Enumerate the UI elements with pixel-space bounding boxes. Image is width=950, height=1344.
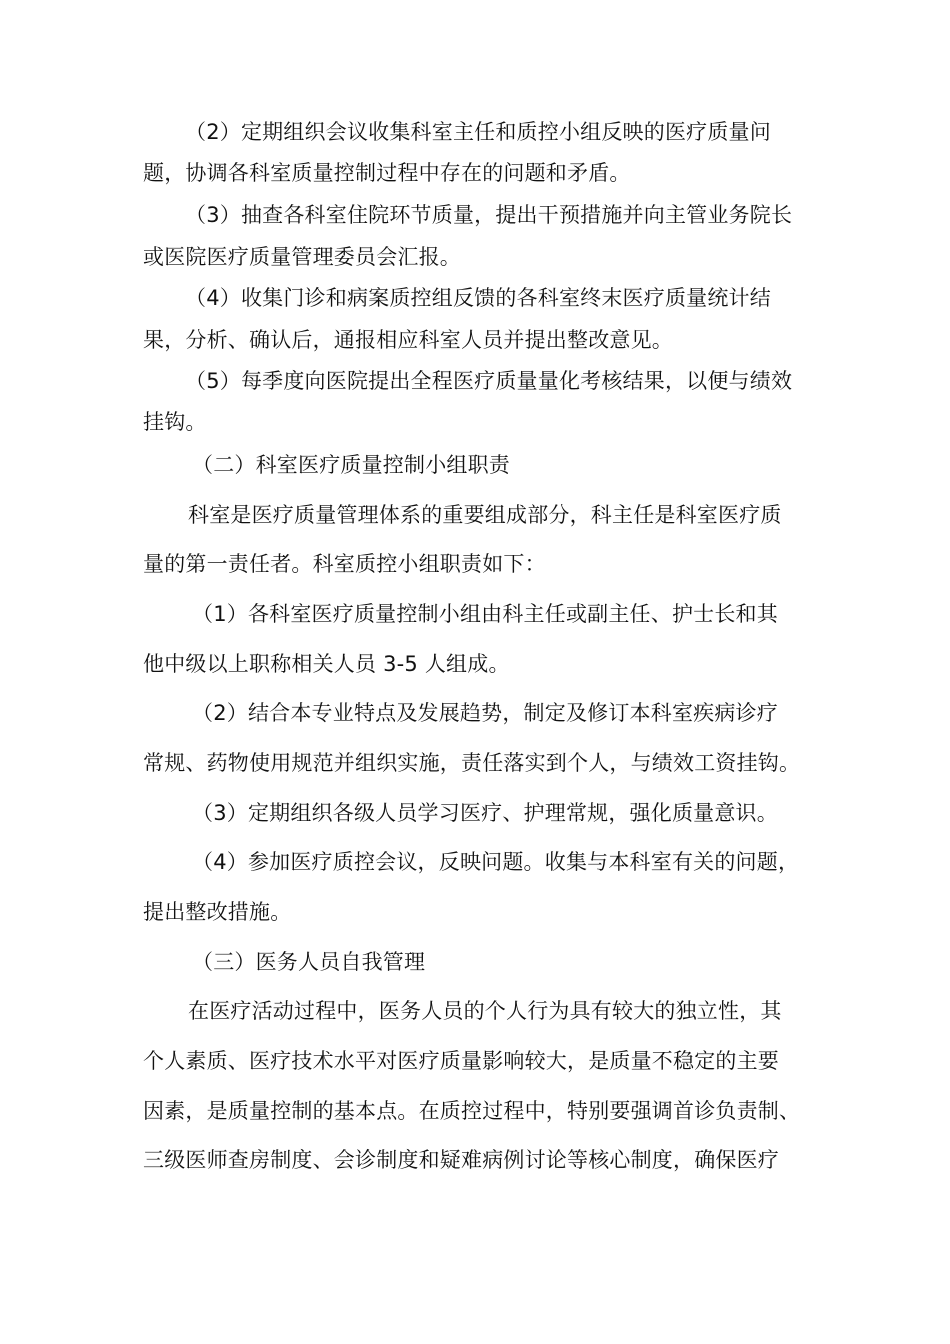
paragraph-line: 在医疗活动过程中，医务人员的个人行为具有较大的独立性，其 bbox=[188, 999, 782, 1023]
paragraph-line: 常规、药物使用规范并组织实施，责任落实到个人，与绩效工资挂钩。 bbox=[143, 751, 801, 775]
paragraph-line: （2）定期组织会议收集科室主任和质控小组反映的医疗质量问 bbox=[185, 120, 771, 144]
paragraph-line: 挂钩。 bbox=[143, 410, 207, 434]
paragraph-line: 果，分析、确认后，通报相应科室人员并提出整改意见。 bbox=[143, 328, 673, 352]
paragraph-line: （4）收集门诊和病案质控组反馈的各科室终末医疗质量统计结 bbox=[185, 286, 771, 310]
paragraph-line: （3）定期组织各级人员学习医疗、护理常规，强化质量意识。 bbox=[192, 801, 778, 825]
paragraph-line: 或医院医疗质量管理委员会汇报。 bbox=[143, 245, 461, 269]
section-heading: （二）科室医疗质量控制小组职责 bbox=[192, 453, 510, 477]
paragraph-line: 量的第一责任者。科室质控小组职责如下： bbox=[143, 552, 546, 576]
paragraph-line: 题，协调各科室质量控制过程中存在的问题和矛盾。 bbox=[143, 161, 631, 185]
paragraph-line: （3）抽查各科室住院环节质量，提出干预措施并向主管业务院长 bbox=[185, 203, 793, 227]
paragraph-line: 三级医师查房制度、会诊制度和疑难病例讨论等核心制度，确保医疗 bbox=[143, 1148, 779, 1172]
paragraph-line: （1）各科室医疗质量控制小组由科主任或副主任、护士长和其 bbox=[192, 602, 778, 626]
paragraph-line: 提出整改措施。 bbox=[143, 900, 292, 924]
paragraph-line: （4）参加医疗质控会议，反映问题。收集与本科室有关的问题， bbox=[192, 850, 800, 874]
paragraph-line: （5）每季度向医院提出全程医疗质量量化考核结果，以便与绩效 bbox=[185, 369, 793, 393]
paragraph-line: 他中级以上职称相关人员 3-5 人组成。 bbox=[143, 652, 510, 676]
paragraph-line: 科室是医疗质量管理体系的重要组成部分，科主任是科室医疗质 bbox=[188, 503, 782, 527]
section-heading: （三）医务人员自我管理 bbox=[192, 950, 426, 974]
paragraph-line: 因素，是质量控制的基本点。在质控过程中，特别要强调首诊负责制、 bbox=[143, 1099, 801, 1123]
paragraph-line: （2）结合本专业特点及发展趋势，制定及修订本科室疾病诊疗 bbox=[192, 701, 778, 725]
paragraph-line: 个人素质、医疗技术水平对医疗质量影响较大，是质量不稳定的主要 bbox=[143, 1049, 779, 1073]
